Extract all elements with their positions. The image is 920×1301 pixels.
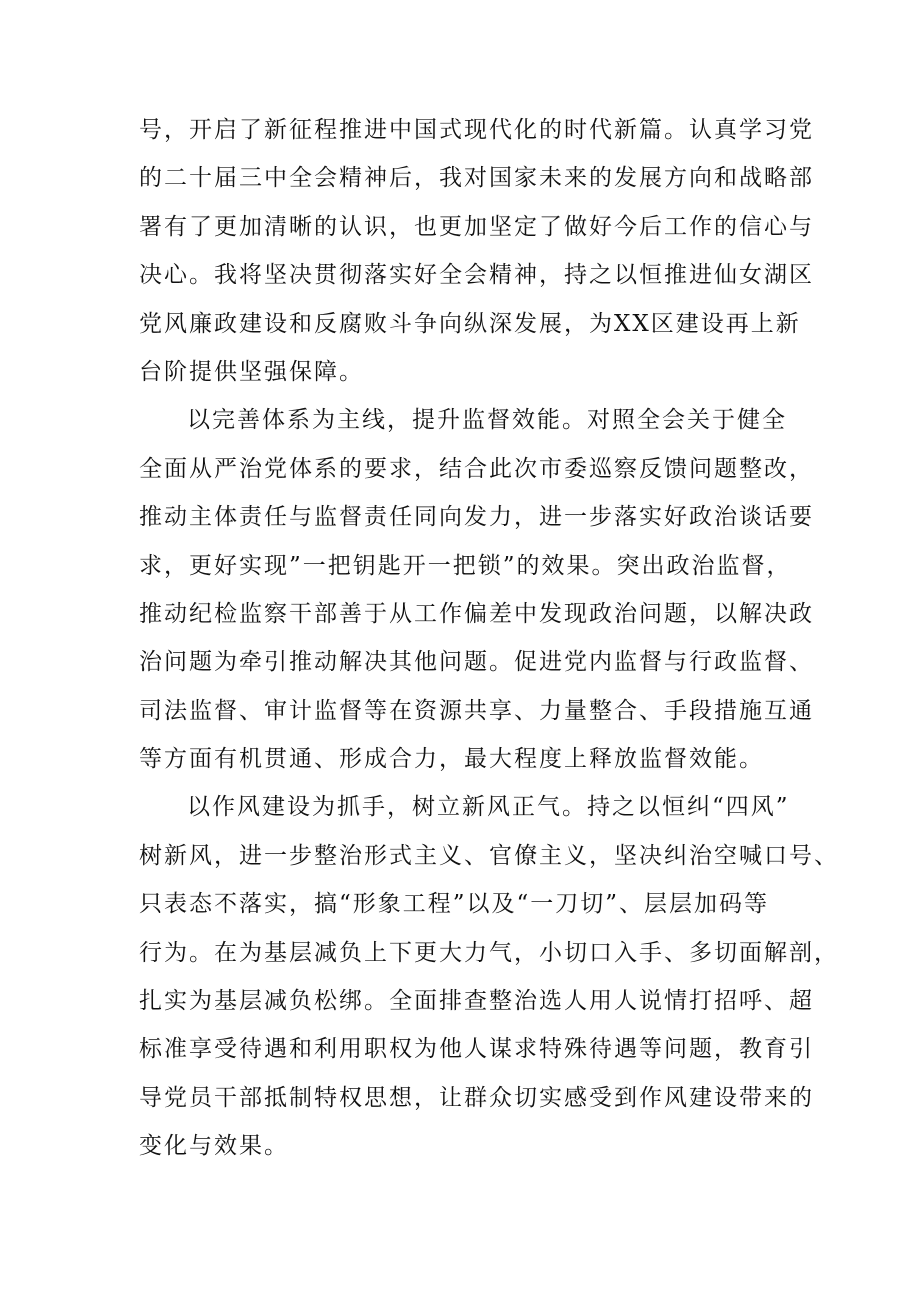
paragraph-line: 导党员干部抵制特权思想，让群众切实感受到作风建设带来的 xyxy=(139,1084,814,1111)
paragraph-line: 的二十届三中全会精神后，我对国家未来的发展方向和战略部 xyxy=(139,165,814,192)
paragraph-line: 扎实为基层减负松绑。全面排查整治选人用人说情打招呼、超 xyxy=(139,988,814,1015)
paragraph-line: 等方面有机贯通、形成合力，最大程度上释放监督效能。 xyxy=(139,746,764,773)
paragraph-line: 署有了更加清晰的认识，也更加坚定了做好今后工作的信心与 xyxy=(139,213,814,240)
paragraph-line: 台阶提供坚强保障。 xyxy=(139,358,364,385)
document-body xyxy=(139,106,839,1171)
paragraph-line: 党风廉政建设和反腐败斗争向纵深发展，为XX区建设再上新 xyxy=(139,310,801,337)
paragraph-line: 号，开启了新征程推进中国式现代化的时代新篇。认真学习党 xyxy=(139,117,814,143)
paragraph-3 xyxy=(139,783,839,1170)
paragraph-line: 行为。在为基层减负上下更大力气，小切口入手、多切面解剖， xyxy=(139,939,839,966)
paragraph-line: 变化与效果。 xyxy=(139,1133,289,1160)
paragraph-line: 全面从严治党体系的要求，结合此次市委巡察反馈问题整改， xyxy=(139,455,814,482)
paragraph-line: 以作风建设为抓手，树立新风正气。持之以恒纠“四风” xyxy=(187,794,790,821)
paragraph-line: 树新风，进一步整治形式主义、官僚主义，坚决纠治空喊口号、 xyxy=(139,842,839,869)
paragraph-2 xyxy=(139,396,814,783)
paragraph-1 xyxy=(139,106,814,396)
paragraph-line: 推动纪检监察干部善于从工作偏差中发现政治问题，以解决政 xyxy=(139,600,814,627)
paragraph-line: 司法监督、审计监督等在资源共享、力量整合、手段措施互通 xyxy=(139,697,814,724)
paragraph-line: 以完善体系为主线，提升监督效能。对照全会关于健全 xyxy=(187,407,787,434)
paragraph-line: 推动主体责任与监督责任同向发力，进一步落实好政治谈话要 xyxy=(139,504,814,531)
paragraph-line: 求，更好实现”一把钥匙开一把锁”的效果。突出政治监督， xyxy=(139,552,792,579)
paragraph-line: 标准享受待遇和利用职权为他人谋求特殊待遇等问题，教育引 xyxy=(139,1036,814,1063)
paragraph-line: 只表态不落实，搞“形象工程”以及“一刀切”、层层加码等 xyxy=(139,891,770,918)
paragraph-line: 治问题为牵引推动解决其他问题。促进党内监督与行政监督、 xyxy=(139,649,814,676)
paragraph-line: 决心。我将坚决贯彻落实好全会精神，持之以恒推进仙女湖区 xyxy=(139,262,814,289)
